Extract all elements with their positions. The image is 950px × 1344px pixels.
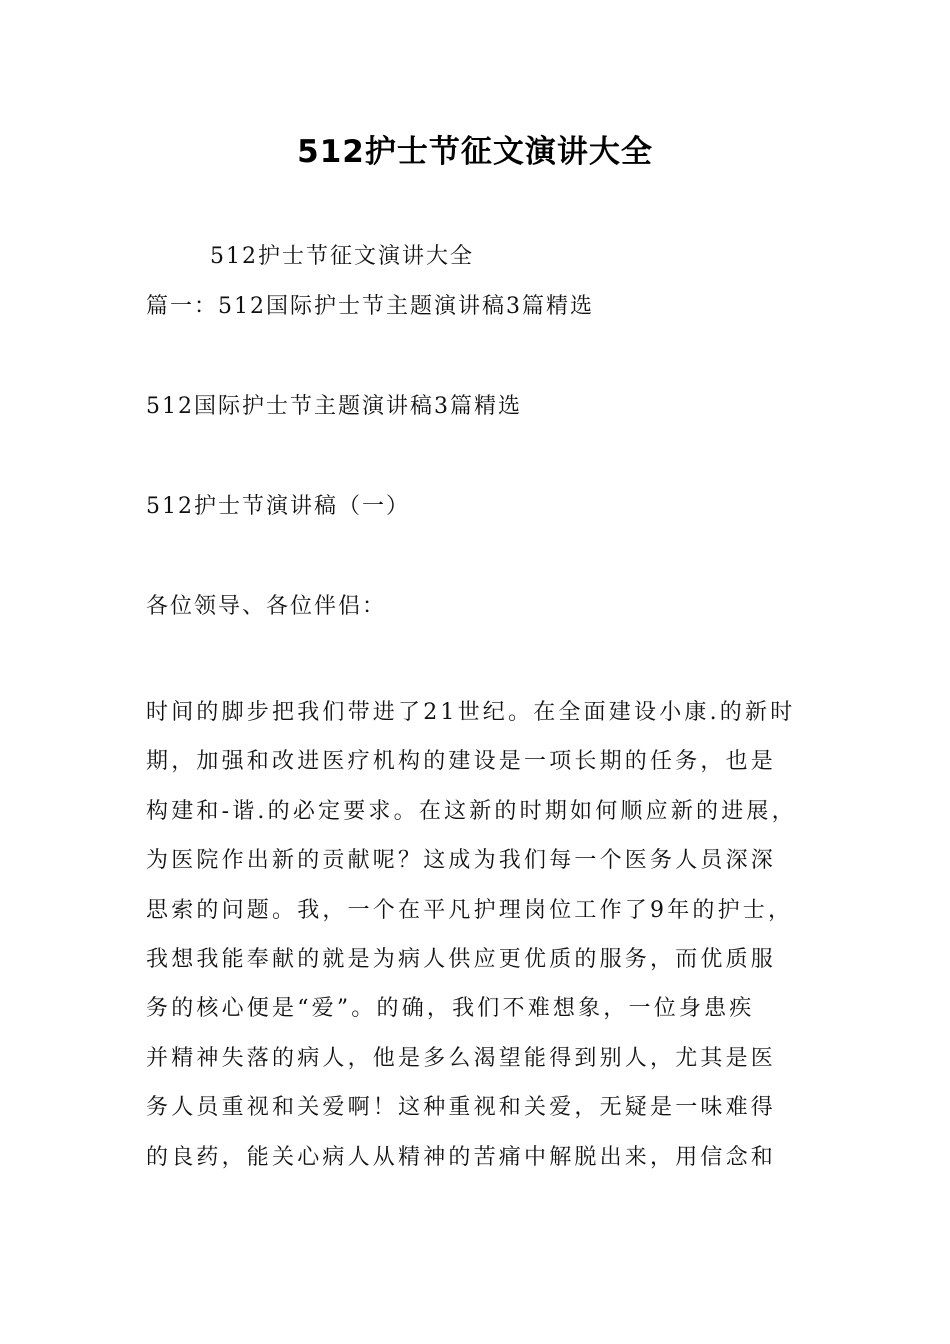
body-line: 构建和-谐.的必定要求。在这新的时期如何顺应新的进展，	[146, 798, 797, 824]
section-title: 512国际护士节主题演讲稿3篇精选	[146, 394, 522, 419]
body-line: 务人员重视和关爱啊！这种重视和关爱，无疑是一味难得	[146, 1095, 777, 1121]
document-title: 512护士节征文演讲大全	[297, 134, 653, 170]
body-paragraph	[146, 688, 814, 1182]
body-line: 的良药，能关心病人从精神的苦痛中解脱出来，用信念和	[146, 1144, 777, 1170]
body-line: 为医院作出新的贡献呢？这成为我们每一个医务人员深深	[146, 848, 777, 874]
document-subtitle: 512护士节征文演讲大全	[210, 244, 474, 269]
part-heading: 篇一：512国际护士节主题演讲稿3篇精选	[146, 294, 594, 319]
body-line: 我想我能奉献的就是为病人供应更优质的服务，而优质服	[146, 947, 777, 973]
body-line: 并精神失落的病人，他是多么渴望能得到别人，尤其是医	[146, 1045, 777, 1071]
greeting: 各位领导、各位伴侣：	[146, 594, 387, 619]
body-line: 时间的脚步把我们带进了21世纪。在全面建设小康.的新时	[146, 700, 796, 725]
speech-title: 512护士节演讲稿（一）	[146, 494, 410, 519]
body-line: 思索的问题。我，一个在平凡护理岗位工作了9年的护士，	[146, 897, 794, 923]
body-line: 期，加强和改进医疗机构的建设是一项长期的任务，也是	[146, 749, 777, 775]
body-line: 务的核心便是“爱”。的确，我们不难想象，一位身患疾	[146, 996, 755, 1022]
